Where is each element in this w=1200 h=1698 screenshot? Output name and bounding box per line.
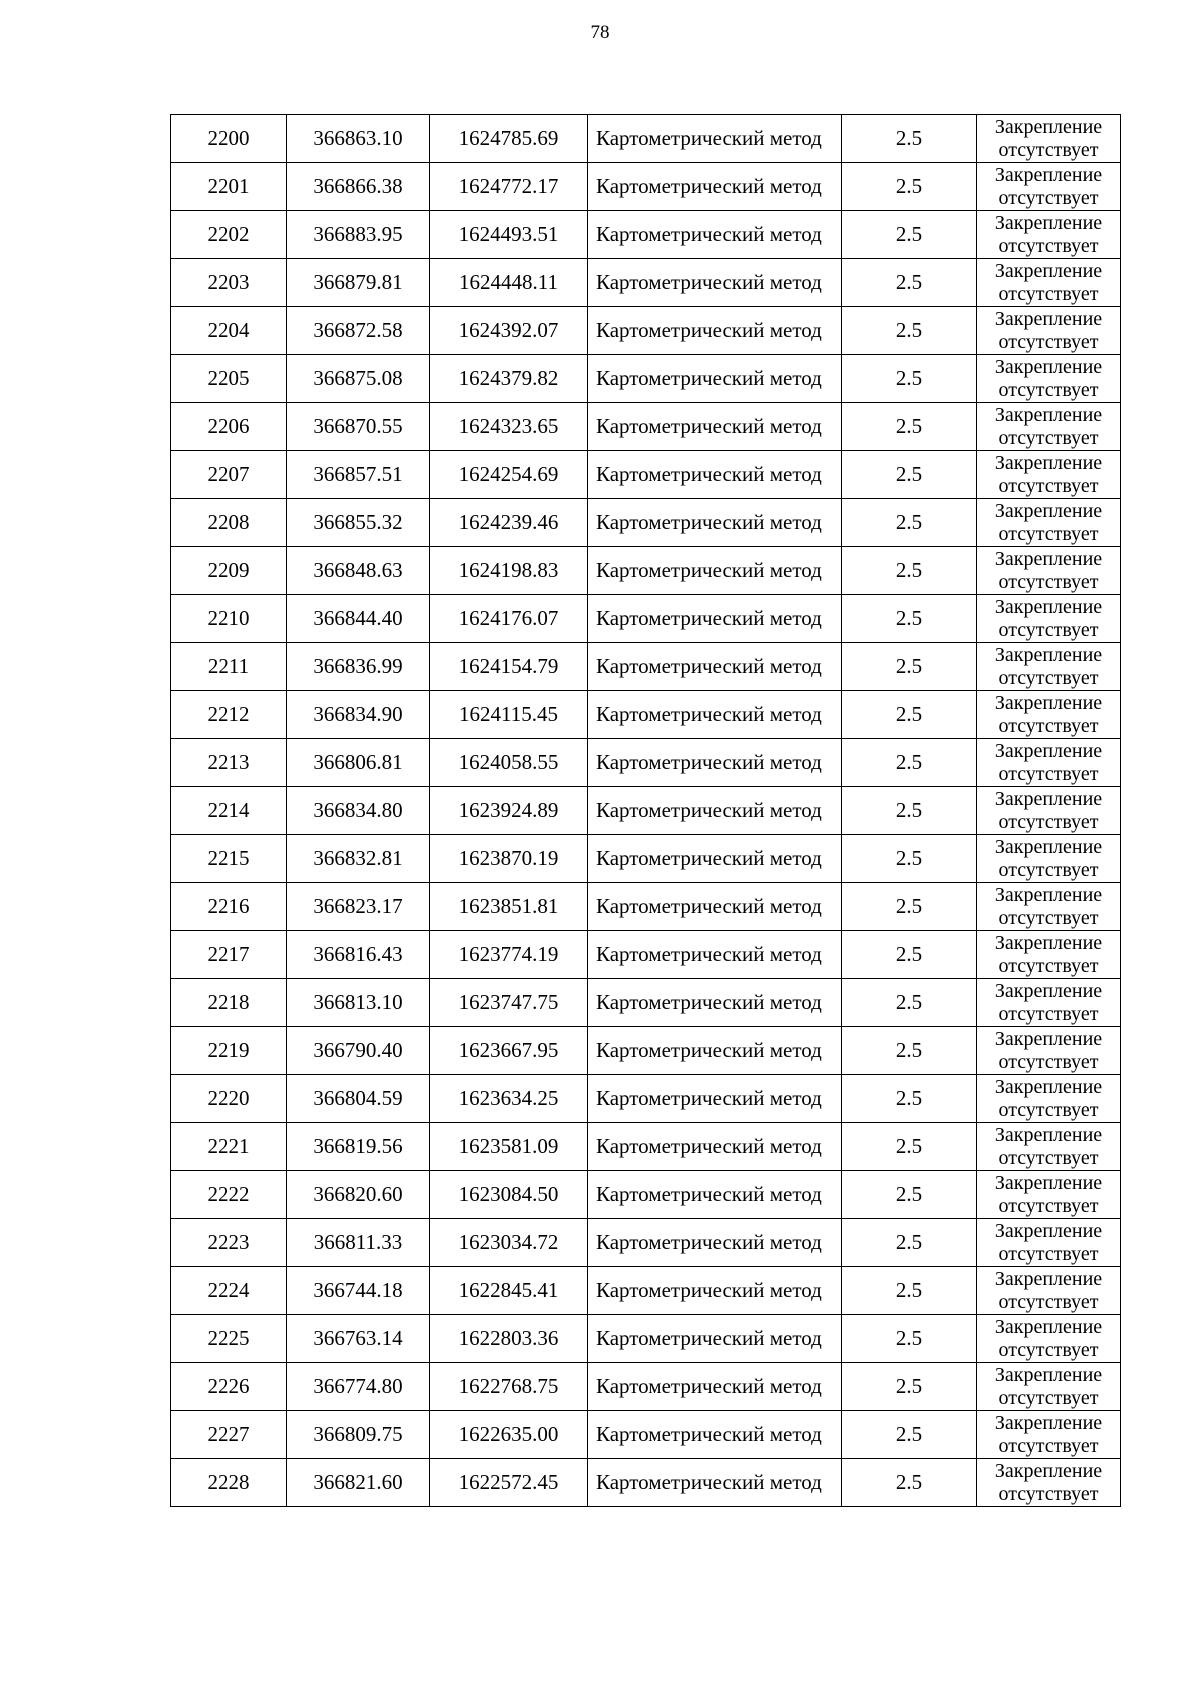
y-coordinate-cell: 1624379.82 bbox=[430, 355, 588, 403]
point-number-cell: 2206 bbox=[171, 403, 287, 451]
fixation-cell bbox=[977, 595, 1121, 643]
point-number-cell: 2208 bbox=[171, 499, 287, 547]
x-coordinate-cell: 366809.75 bbox=[287, 1411, 430, 1459]
point-number-cell: 2223 bbox=[171, 1219, 287, 1267]
fixation-status: отсутствует bbox=[998, 618, 1099, 641]
y-coordinate-cell: 1624448.11 bbox=[430, 259, 588, 307]
accuracy-cell: 2.5 bbox=[842, 643, 977, 691]
accuracy-cell: 2.5 bbox=[842, 115, 977, 163]
fixation-cell bbox=[977, 1075, 1121, 1123]
method-cell: Картометрический метод bbox=[588, 499, 842, 547]
x-coordinate-cell: 366816.43 bbox=[287, 931, 430, 979]
accuracy-cell: 2.5 bbox=[842, 1075, 977, 1123]
y-coordinate-cell: 1623667.95 bbox=[430, 1027, 588, 1075]
fixation-cell bbox=[977, 1363, 1121, 1411]
y-coordinate-cell: 1623774.19 bbox=[430, 931, 588, 979]
method-cell: Картометрический метод bbox=[588, 1027, 842, 1075]
fixation-cell bbox=[977, 1219, 1121, 1267]
fixation-cell bbox=[977, 1315, 1121, 1363]
method-cell: Картометрический метод bbox=[588, 883, 842, 931]
x-coordinate-cell: 366855.32 bbox=[287, 499, 430, 547]
method-cell: Картометрический метод bbox=[588, 739, 842, 787]
table-row bbox=[171, 115, 1121, 163]
table-row bbox=[171, 163, 1121, 211]
y-coordinate-cell: 1624323.65 bbox=[430, 403, 588, 451]
fixation-label: Закрепление bbox=[994, 1123, 1103, 1146]
point-number-cell: 2225 bbox=[171, 1315, 287, 1363]
fixation-status: отсутствует bbox=[998, 282, 1099, 305]
x-coordinate-cell: 366821.60 bbox=[287, 1459, 430, 1507]
accuracy-cell: 2.5 bbox=[842, 1171, 977, 1219]
fixation-status: отсутствует bbox=[998, 762, 1099, 785]
table-row bbox=[171, 1363, 1121, 1411]
method-cell: Картометрический метод bbox=[588, 931, 842, 979]
accuracy-cell: 2.5 bbox=[842, 979, 977, 1027]
fixation-status: отсутствует bbox=[998, 1002, 1099, 1025]
y-coordinate-cell: 1623870.19 bbox=[430, 835, 588, 883]
method-cell: Картометрический метод bbox=[588, 1075, 842, 1123]
accuracy-cell: 2.5 bbox=[842, 595, 977, 643]
table-row bbox=[171, 1123, 1121, 1171]
accuracy-cell: 2.5 bbox=[842, 1363, 977, 1411]
method-cell: Картометрический метод bbox=[588, 403, 842, 451]
table-row bbox=[171, 307, 1121, 355]
method-cell: Картометрический метод bbox=[588, 835, 842, 883]
fixation-status: отсутствует bbox=[998, 1482, 1099, 1505]
page-number: 78 bbox=[590, 22, 610, 43]
fixation-label: Закрепление bbox=[994, 1363, 1103, 1386]
y-coordinate-cell: 1624239.46 bbox=[430, 499, 588, 547]
accuracy-cell: 2.5 bbox=[842, 499, 977, 547]
point-number-cell: 2214 bbox=[171, 787, 287, 835]
accuracy-cell: 2.5 bbox=[842, 1219, 977, 1267]
accuracy-cell: 2.5 bbox=[842, 211, 977, 259]
fixation-status: отсутствует bbox=[998, 234, 1099, 257]
method-cell: Картометрический метод bbox=[588, 1219, 842, 1267]
table-row bbox=[171, 499, 1121, 547]
accuracy-cell: 2.5 bbox=[842, 931, 977, 979]
fixation-status: отсутствует bbox=[998, 1290, 1099, 1313]
fixation-status: отсутствует bbox=[998, 186, 1099, 209]
fixation-status: отсутствует bbox=[998, 1338, 1099, 1361]
y-coordinate-cell: 1622845.41 bbox=[430, 1267, 588, 1315]
table-row bbox=[171, 1075, 1121, 1123]
fixation-status: отсутствует bbox=[998, 714, 1099, 737]
x-coordinate-cell: 366834.80 bbox=[287, 787, 430, 835]
accuracy-cell: 2.5 bbox=[842, 1027, 977, 1075]
accuracy-cell: 2.5 bbox=[842, 307, 977, 355]
x-coordinate-cell: 366811.33 bbox=[287, 1219, 430, 1267]
table-row bbox=[171, 211, 1121, 259]
fixation-cell bbox=[977, 403, 1121, 451]
point-number-cell: 2202 bbox=[171, 211, 287, 259]
method-cell: Картометрический метод bbox=[588, 259, 842, 307]
fixation-cell bbox=[977, 1411, 1121, 1459]
method-cell: Картометрический метод bbox=[588, 1123, 842, 1171]
fixation-label: Закрепление bbox=[994, 691, 1103, 714]
fixation-label: Закрепление bbox=[994, 595, 1103, 618]
fixation-status: отсутствует bbox=[998, 1050, 1099, 1073]
y-coordinate-cell: 1622768.75 bbox=[430, 1363, 588, 1411]
x-coordinate-cell: 366872.58 bbox=[287, 307, 430, 355]
x-coordinate-cell: 366834.90 bbox=[287, 691, 430, 739]
point-number-cell: 2211 bbox=[171, 643, 287, 691]
fixation-status: отсутствует bbox=[998, 666, 1099, 689]
fixation-status: отсутствует bbox=[998, 330, 1099, 353]
fixation-label: Закрепление bbox=[994, 403, 1103, 426]
fixation-cell bbox=[977, 1123, 1121, 1171]
point-number-cell: 2228 bbox=[171, 1459, 287, 1507]
fixation-label: Закрепление bbox=[994, 979, 1103, 1002]
y-coordinate-cell: 1624176.07 bbox=[430, 595, 588, 643]
y-coordinate-cell: 1624154.79 bbox=[430, 643, 588, 691]
x-coordinate-cell: 366806.81 bbox=[287, 739, 430, 787]
x-coordinate-cell: 366774.80 bbox=[287, 1363, 430, 1411]
accuracy-cell: 2.5 bbox=[842, 163, 977, 211]
fixation-cell bbox=[977, 979, 1121, 1027]
fixation-label: Закрепление bbox=[994, 211, 1103, 234]
fixation-status: отсутствует bbox=[998, 810, 1099, 833]
y-coordinate-cell: 1623581.09 bbox=[430, 1123, 588, 1171]
fixation-status: отсутствует bbox=[998, 138, 1099, 161]
x-coordinate-cell: 366790.40 bbox=[287, 1027, 430, 1075]
table-row bbox=[171, 1219, 1121, 1267]
point-number-cell: 2205 bbox=[171, 355, 287, 403]
method-cell: Картометрический метод bbox=[588, 451, 842, 499]
accuracy-cell: 2.5 bbox=[842, 1315, 977, 1363]
table-row bbox=[171, 1411, 1121, 1459]
y-coordinate-cell: 1624254.69 bbox=[430, 451, 588, 499]
y-coordinate-cell: 1624785.69 bbox=[430, 115, 588, 163]
accuracy-cell: 2.5 bbox=[842, 691, 977, 739]
point-number-cell: 2204 bbox=[171, 307, 287, 355]
fixation-label: Закрепление bbox=[994, 931, 1103, 954]
method-cell: Картометрический метод bbox=[588, 979, 842, 1027]
point-number-cell: 2200 bbox=[171, 115, 287, 163]
x-coordinate-cell: 366763.14 bbox=[287, 1315, 430, 1363]
fixation-cell bbox=[977, 211, 1121, 259]
method-cell: Картометрический метод bbox=[588, 211, 842, 259]
fixation-label: Закрепление bbox=[994, 499, 1103, 522]
x-coordinate-cell: 366819.56 bbox=[287, 1123, 430, 1171]
x-coordinate-cell: 366866.38 bbox=[287, 163, 430, 211]
y-coordinate-cell: 1624058.55 bbox=[430, 739, 588, 787]
fixation-label: Закрепление bbox=[994, 1315, 1103, 1338]
fixation-label: Закрепление bbox=[994, 1459, 1103, 1482]
method-cell: Картометрический метод bbox=[588, 163, 842, 211]
fixation-label: Закрепление bbox=[994, 1075, 1103, 1098]
point-number-cell: 2219 bbox=[171, 1027, 287, 1075]
x-coordinate-cell: 366836.99 bbox=[287, 643, 430, 691]
fixation-status: отсутствует bbox=[998, 906, 1099, 929]
method-cell: Картометрический метод bbox=[588, 1363, 842, 1411]
fixation-cell bbox=[977, 499, 1121, 547]
point-number-cell: 2203 bbox=[171, 259, 287, 307]
table-row bbox=[171, 1027, 1121, 1075]
fixation-cell bbox=[977, 835, 1121, 883]
table-row bbox=[171, 883, 1121, 931]
method-cell: Картометрический метод bbox=[588, 115, 842, 163]
point-number-cell: 2209 bbox=[171, 547, 287, 595]
fixation-cell bbox=[977, 451, 1121, 499]
table-row bbox=[171, 547, 1121, 595]
fixation-status: отсутствует bbox=[998, 1194, 1099, 1217]
x-coordinate-cell: 366832.81 bbox=[287, 835, 430, 883]
method-cell: Картометрический метод bbox=[588, 355, 842, 403]
table-row bbox=[171, 1267, 1121, 1315]
method-cell: Картометрический метод bbox=[588, 595, 842, 643]
x-coordinate-cell: 366870.55 bbox=[287, 403, 430, 451]
fixation-cell bbox=[977, 1267, 1121, 1315]
fixation-cell bbox=[977, 1459, 1121, 1507]
fixation-status: отсутствует bbox=[998, 954, 1099, 977]
point-number-cell: 2213 bbox=[171, 739, 287, 787]
accuracy-cell: 2.5 bbox=[842, 835, 977, 883]
fixation-status: отсутствует bbox=[998, 1242, 1099, 1265]
fixation-label: Закрепление bbox=[994, 547, 1103, 570]
fixation-label: Закрепление bbox=[994, 355, 1103, 378]
fixation-label: Закрепление bbox=[994, 1027, 1103, 1050]
table-row bbox=[171, 931, 1121, 979]
fixation-label: Закрепление bbox=[994, 163, 1103, 186]
fixation-cell bbox=[977, 307, 1121, 355]
point-number-cell: 2226 bbox=[171, 1363, 287, 1411]
method-cell: Картометрический метод bbox=[588, 643, 842, 691]
table-row bbox=[171, 979, 1121, 1027]
fixation-status: отсутствует bbox=[998, 1146, 1099, 1169]
method-cell: Картометрический метод bbox=[588, 1315, 842, 1363]
point-number-cell: 2224 bbox=[171, 1267, 287, 1315]
fixation-cell bbox=[977, 739, 1121, 787]
accuracy-cell: 2.5 bbox=[842, 739, 977, 787]
fixation-cell bbox=[977, 883, 1121, 931]
table-row bbox=[171, 451, 1121, 499]
fixation-label: Закрепление bbox=[994, 787, 1103, 810]
fixation-label: Закрепление bbox=[994, 1171, 1103, 1194]
point-number-cell: 2201 bbox=[171, 163, 287, 211]
accuracy-cell: 2.5 bbox=[842, 1411, 977, 1459]
fixation-cell bbox=[977, 547, 1121, 595]
x-coordinate-cell: 366804.59 bbox=[287, 1075, 430, 1123]
x-coordinate-cell: 366744.18 bbox=[287, 1267, 430, 1315]
fixation-cell bbox=[977, 643, 1121, 691]
fixation-cell bbox=[977, 691, 1121, 739]
fixation-label: Закрепление bbox=[994, 307, 1103, 330]
fixation-status: отсутствует bbox=[998, 570, 1099, 593]
table-row bbox=[171, 691, 1121, 739]
accuracy-cell: 2.5 bbox=[842, 403, 977, 451]
y-coordinate-cell: 1623747.75 bbox=[430, 979, 588, 1027]
x-coordinate-cell: 366857.51 bbox=[287, 451, 430, 499]
method-cell: Картометрический метод bbox=[588, 1171, 842, 1219]
y-coordinate-cell: 1623084.50 bbox=[430, 1171, 588, 1219]
fixation-cell bbox=[977, 163, 1121, 211]
fixation-status: отсутствует bbox=[998, 426, 1099, 449]
y-coordinate-cell: 1622803.36 bbox=[430, 1315, 588, 1363]
fixation-cell bbox=[977, 931, 1121, 979]
y-coordinate-cell: 1624493.51 bbox=[430, 211, 588, 259]
y-coordinate-cell: 1623634.25 bbox=[430, 1075, 588, 1123]
point-number-cell: 2227 bbox=[171, 1411, 287, 1459]
accuracy-cell: 2.5 bbox=[842, 355, 977, 403]
point-number-cell: 2210 bbox=[171, 595, 287, 643]
point-number-cell: 2207 bbox=[171, 451, 287, 499]
table-row bbox=[171, 1315, 1121, 1363]
fixation-cell bbox=[977, 115, 1121, 163]
fixation-cell bbox=[977, 1171, 1121, 1219]
table-row bbox=[171, 643, 1121, 691]
fixation-status: отсутствует bbox=[998, 858, 1099, 881]
point-number-cell: 2216 bbox=[171, 883, 287, 931]
fixation-cell bbox=[977, 259, 1121, 307]
method-cell: Картометрический метод bbox=[588, 1459, 842, 1507]
point-number-cell: 2215 bbox=[171, 835, 287, 883]
fixation-label: Закрепление bbox=[994, 883, 1103, 906]
accuracy-cell: 2.5 bbox=[842, 259, 977, 307]
table-row bbox=[171, 403, 1121, 451]
y-coordinate-cell: 1624392.07 bbox=[430, 307, 588, 355]
table-row bbox=[171, 739, 1121, 787]
accuracy-cell: 2.5 bbox=[842, 883, 977, 931]
x-coordinate-cell: 366883.95 bbox=[287, 211, 430, 259]
x-coordinate-cell: 366820.60 bbox=[287, 1171, 430, 1219]
table-row bbox=[171, 787, 1121, 835]
x-coordinate-cell: 366848.63 bbox=[287, 547, 430, 595]
x-coordinate-cell: 366844.40 bbox=[287, 595, 430, 643]
y-coordinate-cell: 1622635.00 bbox=[430, 1411, 588, 1459]
x-coordinate-cell: 366875.08 bbox=[287, 355, 430, 403]
fixation-label: Закрепление bbox=[994, 643, 1103, 666]
table-body bbox=[171, 115, 1121, 1507]
fixation-status: отсутствует bbox=[998, 378, 1099, 401]
accuracy-cell: 2.5 bbox=[842, 787, 977, 835]
x-coordinate-cell: 366863.10 bbox=[287, 115, 430, 163]
accuracy-cell: 2.5 bbox=[842, 547, 977, 595]
table-row bbox=[171, 355, 1121, 403]
point-number-cell: 2220 bbox=[171, 1075, 287, 1123]
fixation-status: отсутствует bbox=[998, 1386, 1099, 1409]
x-coordinate-cell: 366813.10 bbox=[287, 979, 430, 1027]
fixation-label: Закрепление bbox=[994, 739, 1103, 762]
y-coordinate-cell: 1623851.81 bbox=[430, 883, 588, 931]
point-number-cell: 2222 bbox=[171, 1171, 287, 1219]
table-row bbox=[171, 1459, 1121, 1507]
fixation-label: Закрепление bbox=[994, 115, 1103, 138]
fixation-label: Закрепление bbox=[994, 1411, 1103, 1434]
table-row bbox=[171, 259, 1121, 307]
table-row bbox=[171, 1171, 1121, 1219]
accuracy-cell: 2.5 bbox=[842, 1267, 977, 1315]
fixation-label: Закрепление bbox=[994, 1219, 1103, 1242]
accuracy-cell: 2.5 bbox=[842, 1459, 977, 1507]
point-number-cell: 2221 bbox=[171, 1123, 287, 1171]
fixation-cell bbox=[977, 787, 1121, 835]
x-coordinate-cell: 366823.17 bbox=[287, 883, 430, 931]
fixation-status: отсутствует bbox=[998, 474, 1099, 497]
table-row bbox=[171, 835, 1121, 883]
method-cell: Картометрический метод bbox=[588, 307, 842, 355]
fixation-label: Закрепление bbox=[994, 259, 1103, 282]
x-coordinate-cell: 366879.81 bbox=[287, 259, 430, 307]
fixation-cell bbox=[977, 355, 1121, 403]
fixation-status: отсутствует bbox=[998, 1434, 1099, 1457]
fixation-status: отсутствует bbox=[998, 522, 1099, 545]
accuracy-cell: 2.5 bbox=[842, 451, 977, 499]
method-cell: Картометрический метод bbox=[588, 787, 842, 835]
y-coordinate-cell: 1624198.83 bbox=[430, 547, 588, 595]
table-row bbox=[171, 595, 1121, 643]
fixation-label: Закрепление bbox=[994, 1267, 1103, 1290]
point-number-cell: 2218 bbox=[171, 979, 287, 1027]
y-coordinate-cell: 1623034.72 bbox=[430, 1219, 588, 1267]
method-cell: Картометрический метод bbox=[588, 1411, 842, 1459]
y-coordinate-cell: 1624115.45 bbox=[430, 691, 588, 739]
point-number-cell: 2212 bbox=[171, 691, 287, 739]
y-coordinate-cell: 1622572.45 bbox=[430, 1459, 588, 1507]
point-number-cell: 2217 bbox=[171, 931, 287, 979]
y-coordinate-cell: 1624772.17 bbox=[430, 163, 588, 211]
method-cell: Картометрический метод bbox=[588, 547, 842, 595]
fixation-label: Закрепление bbox=[994, 451, 1103, 474]
accuracy-cell: 2.5 bbox=[842, 1123, 977, 1171]
fixation-status: отсутствует bbox=[998, 1098, 1099, 1121]
fixation-cell bbox=[977, 1027, 1121, 1075]
y-coordinate-cell: 1623924.89 bbox=[430, 787, 588, 835]
coordinates-table bbox=[170, 114, 1121, 1507]
fixation-label: Закрепление bbox=[994, 835, 1103, 858]
method-cell: Картометрический метод bbox=[588, 1267, 842, 1315]
method-cell: Картометрический метод bbox=[588, 691, 842, 739]
